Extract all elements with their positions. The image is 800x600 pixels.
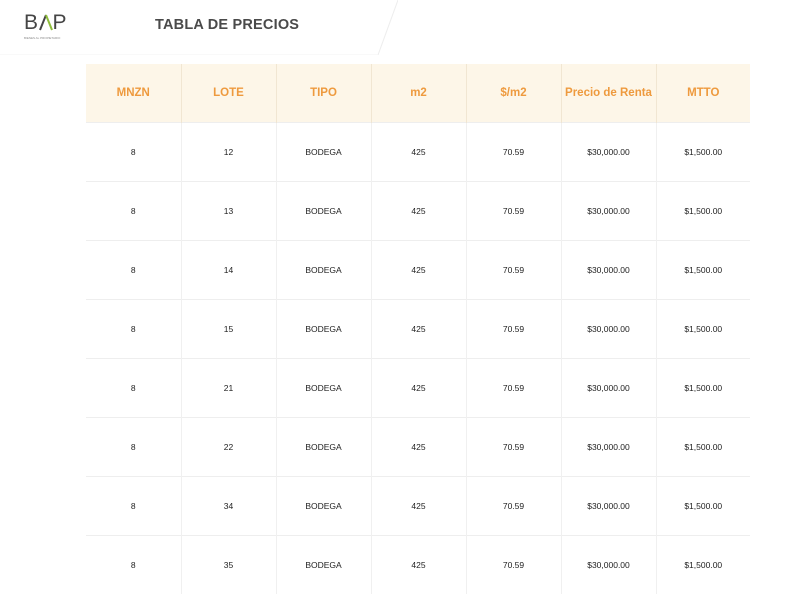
price-table [86,64,750,594]
cell-m2: 425 [371,182,466,241]
cell-mnzn: 8 [86,300,181,359]
cell-mnzn: 8 [86,477,181,536]
cell-m2: 425 [371,359,466,418]
cell-mnzn: 8 [86,359,181,418]
cell-mnzn: 8 [86,536,181,595]
column-header-m2: m2 [371,64,466,123]
cell-rent-price: $30,000.00 [561,300,656,359]
cell-price-per-m2: 70.59 [466,418,561,477]
cell-mtto: $1,500.00 [656,536,750,595]
cell-price-per-m2: 70.59 [466,182,561,241]
cell-m2: 425 [371,241,466,300]
cell-lote: 12 [181,123,276,182]
cell-rent-price: $30,000.00 [561,182,656,241]
cell-mnzn: 8 [86,418,181,477]
bap-logo [24,12,68,42]
cell-m2: 425 [371,300,466,359]
cell-tipo: BODEGA [276,359,371,418]
price-table-container [86,64,750,594]
cell-lote: 34 [181,477,276,536]
cell-rent-price: $30,000.00 [561,123,656,182]
table-row [86,300,750,359]
column-header-rent-price: Precio de Renta [561,64,656,123]
table-row [86,123,750,182]
logo-a-icon [39,14,53,31]
cell-tipo: BODEGA [276,300,371,359]
cell-mtto: $1,500.00 [656,123,750,182]
cell-tipo: BODEGA [276,418,371,477]
cell-lote: 13 [181,182,276,241]
cell-rent-price: $30,000.00 [561,477,656,536]
cell-lote: 22 [181,418,276,477]
cell-rent-price: $30,000.00 [561,536,656,595]
cell-tipo: BODEGA [276,182,371,241]
cell-mtto: $1,500.00 [656,418,750,477]
cell-price-per-m2: 70.59 [466,123,561,182]
column-header-mtto: MTTO [656,64,750,123]
cell-tipo: BODEGA [276,477,371,536]
table-header-row [86,64,750,123]
page-title: TABLA DE PRECIOS [155,17,300,33]
cell-m2: 425 [371,123,466,182]
cell-tipo: BODEGA [276,123,371,182]
cell-price-per-m2: 70.59 [466,241,561,300]
cell-lote: 14 [181,241,276,300]
cell-mtto: $1,500.00 [656,182,750,241]
column-header-price-per-m2: $/m2 [466,64,561,123]
cell-tipo: BODEGA [276,536,371,595]
cell-mnzn: 8 [86,241,181,300]
table-row [86,418,750,477]
cell-price-per-m2: 70.59 [466,359,561,418]
cell-price-per-m2: 70.59 [466,300,561,359]
cell-lote: 35 [181,536,276,595]
cell-lote: 15 [181,300,276,359]
table-row [86,536,750,595]
table-row [86,477,750,536]
cell-mtto: $1,500.00 [656,359,750,418]
cell-mtto: $1,500.00 [656,241,750,300]
table-row [86,359,750,418]
cell-m2: 425 [371,536,466,595]
cell-price-per-m2: 70.59 [466,477,561,536]
column-header-mnzn: MNZN [86,64,181,123]
cell-mtto: $1,500.00 [656,300,750,359]
cell-rent-price: $30,000.00 [561,241,656,300]
cell-mtto: $1,500.00 [656,477,750,536]
logo-letter-b: B [24,11,39,34]
column-header-tipo: TIPO [276,64,371,123]
cell-tipo: BODEGA [276,241,371,300]
cell-lote: 21 [181,359,276,418]
cell-m2: 425 [371,418,466,477]
cell-mnzn: 8 [86,182,181,241]
table-row [86,182,750,241]
cell-price-per-m2: 70.59 [466,536,561,595]
cell-rent-price: $30,000.00 [561,359,656,418]
logo-letter-p: P [52,11,68,34]
cell-m2: 425 [371,477,466,536]
logo-tagline: BIENES AL PROPIETARIO [24,36,61,40]
cell-mnzn: 8 [86,123,181,182]
table-row [86,241,750,300]
column-header-lote: LOTE [181,64,276,123]
cell-rent-price: $30,000.00 [561,418,656,477]
